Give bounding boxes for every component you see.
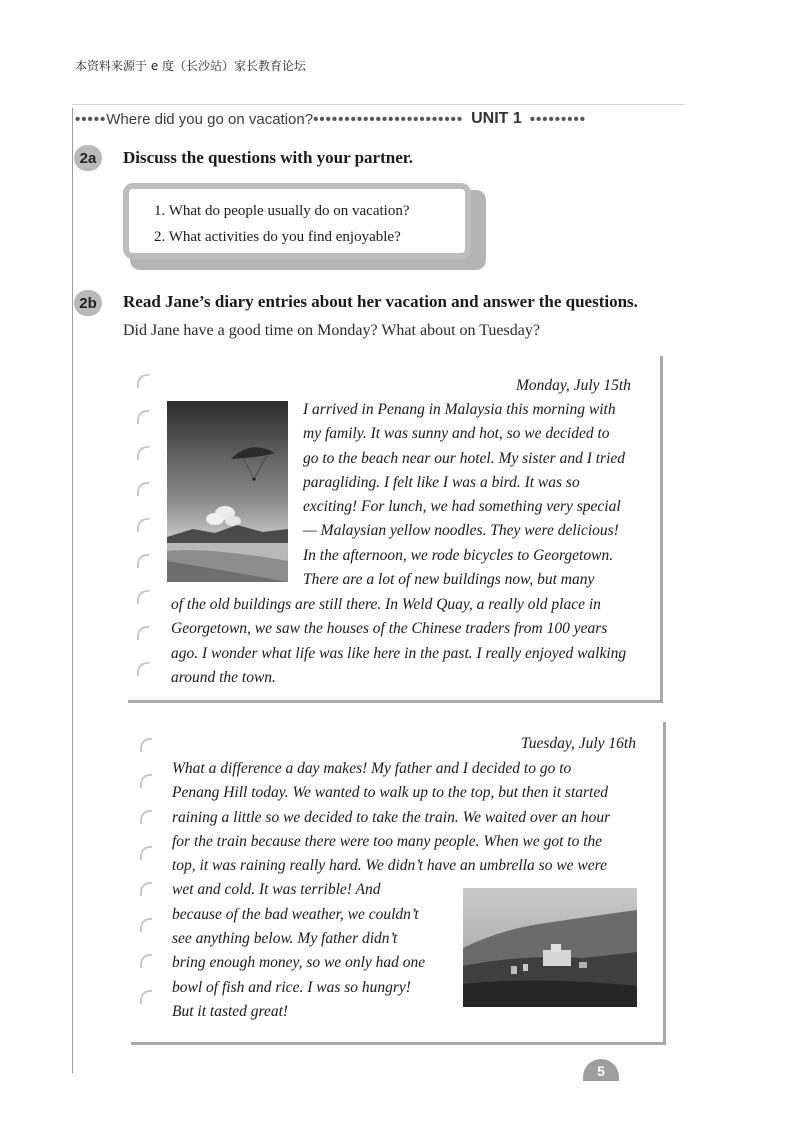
header-rule bbox=[72, 104, 684, 105]
diary-line: — Malaysian yellow noodles. They were delicious! bbox=[303, 522, 619, 540]
diary-line: go to the beach near our hotel. My sister and I tried bbox=[303, 449, 626, 467]
monday-date: Monday, July 15th bbox=[516, 377, 631, 394]
diary-line: ago. I wonder what life was like here in the past. I really enjoyed walking bbox=[171, 644, 627, 662]
diary-line: for the train because there were too many people. When we got to the bbox=[172, 832, 603, 850]
tuesday-date: Tuesday, July 16th bbox=[521, 735, 636, 752]
header-mid-dots: •••••••••••••••••••••••• bbox=[313, 110, 464, 128]
diary-line: bring enough money, so we only had one bbox=[172, 954, 426, 972]
diary-line: What a difference a day makes! My father and I decided to go to bbox=[172, 760, 572, 777]
question-1: 1. What do people usually do on vacation? bbox=[154, 203, 410, 219]
diary-line: I arrived in Penang in Malaysia this morning with bbox=[303, 401, 616, 418]
diary-line: because of the bad weather, we couldn’t bbox=[172, 905, 419, 923]
header-trailing-dots: ••••••••• bbox=[529, 110, 587, 128]
diary-line: my family. It was sunny and hot, so we decided to bbox=[303, 425, 610, 443]
ring-icon bbox=[137, 590, 149, 604]
section-2a-title: Discuss the questions with your partner. bbox=[123, 148, 413, 167]
ring-icon bbox=[140, 810, 152, 824]
section-2a-badge: 2a bbox=[74, 145, 102, 171]
ring-icon bbox=[140, 738, 152, 752]
unit-header bbox=[75, 108, 685, 130]
ring-icon bbox=[140, 882, 152, 896]
diary-line: Penang Hill today. We wanted to walk up to the top, but then it started bbox=[172, 784, 608, 802]
ring-icon bbox=[140, 774, 152, 788]
ring-icon bbox=[137, 518, 149, 532]
ring-icon bbox=[137, 446, 149, 460]
ring-icon bbox=[137, 626, 149, 640]
monday-text-upper bbox=[303, 398, 648, 592]
ring-icon bbox=[137, 482, 149, 496]
section-2b-badge: 2b bbox=[74, 290, 102, 316]
diary-line: paragliding. I felt like I was a bird. It was so bbox=[303, 473, 580, 491]
ring-icon bbox=[137, 662, 149, 676]
paragliding-beach-photo bbox=[167, 401, 288, 582]
ring-icon bbox=[137, 554, 149, 568]
ring-icon bbox=[137, 410, 149, 424]
lesson-title: Where did you go on vacation? bbox=[106, 110, 314, 128]
diary-line: Georgetown, we saw the houses of the Chinese traders from 100 years bbox=[171, 620, 608, 638]
ring-icon bbox=[140, 918, 152, 932]
diary-line: of the old buildings are still there. In Weld Quay, a really old place in bbox=[171, 596, 601, 613]
diary-line: bowl of fish and rice. I was so hungry! bbox=[172, 978, 411, 996]
page-number: 5 bbox=[583, 1059, 619, 1081]
diary-line: wet and cold. It was terrible! And bbox=[172, 881, 381, 899]
ring-icon bbox=[140, 954, 152, 968]
diary-line: But it tasted great! bbox=[172, 1002, 289, 1020]
source-note: 本资料来源于 e 度（长沙站）家长教育论坛 bbox=[75, 59, 307, 73]
diary-line: In the afternoon, we rode bicycles to Georgetown. bbox=[303, 546, 614, 564]
diary-line: see anything below. My father didn’t bbox=[172, 930, 398, 948]
page-left-rule bbox=[72, 108, 73, 1073]
section-2b-subquestion: Did Jane have a good time on Monday? What about on Tuesday? bbox=[123, 322, 540, 339]
question-box bbox=[123, 183, 471, 259]
question-2: 2. What activities do you find enjoyable? bbox=[154, 229, 401, 245]
diary-line: There are a lot of new buildings now, but many bbox=[303, 571, 595, 589]
monday-text-lower bbox=[171, 593, 651, 690]
diary-line: exciting! For lunch, we had something very special bbox=[303, 498, 621, 516]
header-leading-dots: ••••• bbox=[75, 110, 107, 128]
ring-icon bbox=[137, 374, 149, 388]
unit-label: UNIT 1 bbox=[471, 110, 522, 127]
ring-icon bbox=[140, 990, 152, 1004]
diary-line: raining a little so we decided to take the train. We waited over an hour bbox=[172, 808, 611, 826]
diary-line: top, it was raining really hard. We didn’t have an umbrella so we were bbox=[172, 857, 607, 875]
section-2b-title: Read Jane’s diary entries about her vacation and answer the questions. bbox=[123, 292, 638, 311]
ring-icon bbox=[140, 846, 152, 860]
penang-hill-photo bbox=[463, 888, 637, 1007]
diary-line: around the town. bbox=[171, 668, 276, 686]
